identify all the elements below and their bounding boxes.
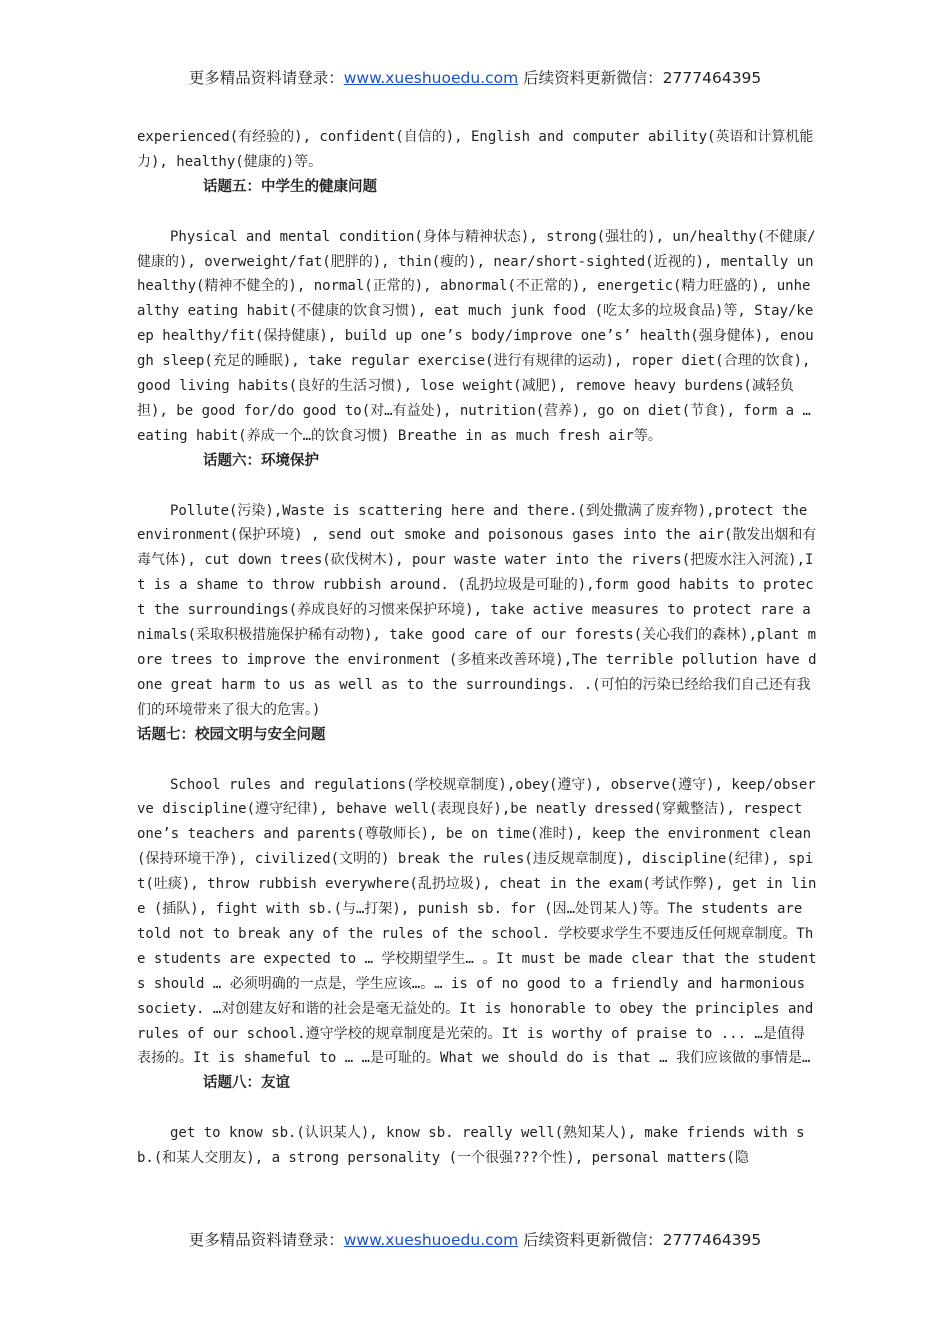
topic8-heading: 话题八：友谊 (203, 1075, 290, 1092)
topic5-paragraph: Physical and mental condition(身体与精神状态), strong(强壮的), un/healthy(不健康/健康的), overweight/fat(肥胖的), thin(瘦的), near/short-sighted(近视的), mentally unhealthy(精神不健全的), normal(正常的), abnormal(不正常的), energetic(精力旺盛的), unhealthy eating habit(不健康的饮食习惯), eat much junk food (吃太多的垃圾食品)等, Stay/keep healthy/fit(保持健康), build up one’s body/improve one’s’ health(强身健体), enough sleep(充足的睡眠), take regular exercise(进行有规律的运动), roper diet(合理的饮食), good living habits(良好的生活习惯), lose weight(减肥), remove heavy burdens(减轻负担), be good for/do good to(对…有益处), nutrition(营养), go on diet(节食), form a … eating habit(养成一个…的饮食习惯) Breathe in as much fresh air等。 (137, 228, 816, 444)
topic6-heading: 话题六：环境保护 (203, 452, 319, 469)
topic7-heading: 话题七：校园文明与安全问题 (137, 726, 326, 743)
topic7-paragraph: School rules and regulations(学校规章制度),obey(遵守), observe(遵守), keep/observe discipline(遵守纪律), behave well(表现良好),be neatly dressed(穿戴整洁), respect one’s teachers and parents(尊敬师长), be on time(准时), keep the environment clean(保持环境干净), civilized(文明的) break the rules(违反规章制度), discipline(纪律), spit(吐痰), throw rubbish everywhere(乱扔垃圾), cheat in the exam(考试作弊), get in line (插队), fight with sb.(与…打架), punish sb. for (因…处罚某人)等。The students are told not to break any of the rules of the school. 学校要求学生不要违反任何规章制度。The students are expected to … 学校期望学生… 。It must be made clear that the students should … 必须明确的一点是，学生应该…。… is of no good to a friendly and harmonious society. …对创建友好和谐的社会是毫无益处的。It is honorable to obey the principles and rules of our school.遵守学校的规章制度是光荣的。It is worthy of praise to ... …是值得表扬的。It is shameful to … …是可耻的。What we should do is that … 我们应该做的事情是… (137, 776, 817, 1067)
topic6-paragraph: Pollute(污染),Waste is scattering here and there.(到处撒满了废弃物),protect the environment(保护环境) , send out smoke and poisonous gases into the air(散发出烟和有毒气体), cut down trees(砍伐树木), pour waste water into the rivers(把废水注入河流),It is a shame to throw rubbish around. (乱扔垃圾是可耻的),form good habits to protect the surroundings(养成良好的习惯来保护环境), take active measures to protect rare animals(采取积极措施保护稀有动物), take good care of our forests(关心我们的森林),plant more trees to improve the environment (多植来改善环境),The terrible pollution have done great harm to us as well as to the surroundings. .(可怕的污染已经给我们自己还有我们的环境带来了很大的危害。) (137, 502, 817, 718)
footer-prefix: 更多精品资料请登录： (188, 1231, 344, 1249)
footer-suffix: 后续资料更新微信：2777464395 (518, 1231, 762, 1249)
footer-website-link[interactable]: www.xueshuoedu.com (343, 1231, 519, 1249)
topic5-heading: 话题五：中学生的健康问题 (203, 178, 377, 195)
header-prefix: 更多精品资料请登录： (188, 69, 344, 87)
header-suffix: 后续资料更新微信：2777464395 (518, 69, 762, 87)
document-body (137, 125, 817, 1171)
page-header (0, 66, 950, 88)
header-website-link[interactable]: www.xueshuoedu.com (343, 69, 519, 87)
intro-paragraph: experienced(有经验的), confident(自信的), English and computer ability(英语和计算机能力), healthy(健康的)等。 (137, 129, 814, 170)
page-footer (0, 1228, 950, 1250)
topic8-paragraph: get to know sb.(认识某人), know sb. really well(熟知某人), make friends with sb.(和某人交朋友), a strong personality (一个很强???个性), personal matters(隐 (137, 1125, 805, 1167)
